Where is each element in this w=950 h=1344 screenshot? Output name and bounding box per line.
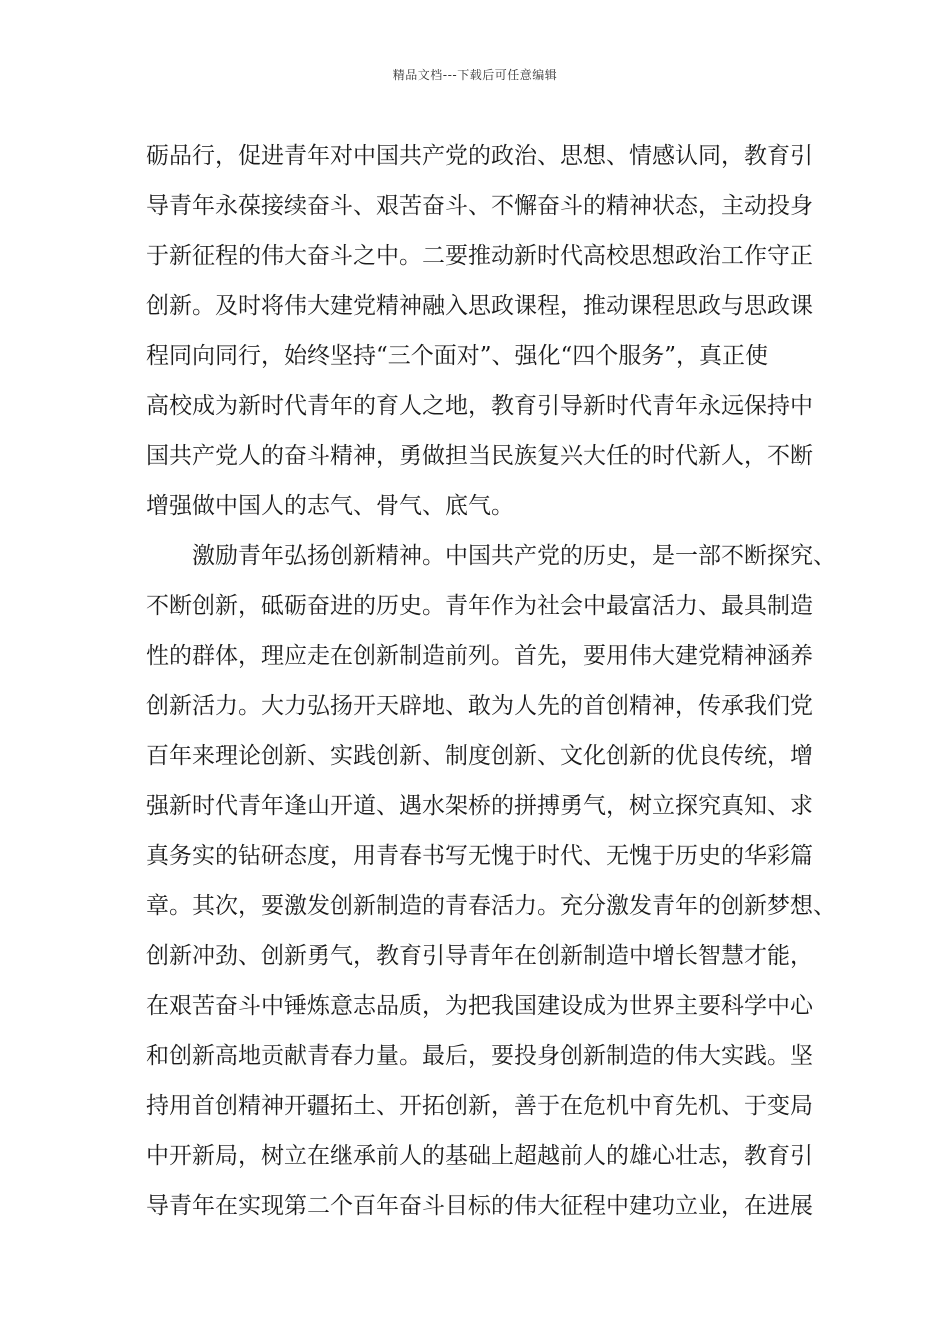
text-line: 和创新高地贡献青春力量。最后，要投身创新制造的伟大实践。坚 xyxy=(146,1043,813,1069)
text-line: 章。其次，要激发创新制造的青春活力。充分激发青年的创新梦想、 xyxy=(146,893,836,919)
paragraph-1 xyxy=(146,131,826,531)
text-line: 强新时代青年逢山开道、遇水架桥的拼搏勇气，树立探究真知、求 xyxy=(146,793,813,819)
page-header: 精品文档---下载后可任意编辑 xyxy=(392,68,558,82)
document-body xyxy=(146,131,836,1231)
text-line: 于新征程的伟大奋斗之中。二要推动新时代高校思想政治工作守正 xyxy=(146,243,813,269)
text-line: 增强做中国人的志气、骨气、底气。 xyxy=(146,493,514,519)
text-line: 高校成为新时代青年的育人之地，教育引导新时代青年永远保持中 xyxy=(146,393,813,419)
text-line: 持用首创精神开疆拓土、开拓创新，善于在危机中育先机、于变局 xyxy=(146,1093,813,1119)
paragraph-2 xyxy=(146,531,836,1231)
text-line: 中开新局，树立在继承前人的基础上超越前人的雄心壮志，教育引 xyxy=(146,1143,813,1169)
text-line: 激励青年弘扬创新精神。中国共产党的历史，是一部不断探究、 xyxy=(192,543,836,569)
text-line: 导青年在实现第二个百年奋斗目标的伟大征程中建功立业，在进展 xyxy=(146,1193,813,1219)
text-line: 创新活力。大力弘扬开天辟地、敢为人先的首创精神，传承我们党 xyxy=(146,693,813,719)
text-line: 创新冲劲、创新勇气，教育引导青年在创新制造中增长智慧才能， xyxy=(146,943,813,969)
text-line: 导青年永葆接续奋斗、艰苦奋斗、不懈奋斗的精神状态，主动投身 xyxy=(146,193,813,219)
text-line: 砺品行，促进青年对中国共产党的政治、思想、情感认同，教育引 xyxy=(146,143,813,169)
text-line: 真务实的钻研态度，用青春书写无愧于时代、无愧于历史的华彩篇 xyxy=(146,843,813,869)
text-line: 程同向同行，始终坚持“三个面对”、强化“四个服务”，真正使 xyxy=(146,343,769,369)
text-line: 不断创新，砥砺奋进的历史。青年作为社会中最富活力、最具制造 xyxy=(146,593,813,619)
text-line: 创新。及时将伟大建党精神融入思政课程，推动课程思政与思政课 xyxy=(146,293,813,319)
text-line: 百年来理论创新、实践创新、制度创新、文化创新的优良传统，增 xyxy=(146,743,813,769)
text-line: 在艰苦奋斗中锤炼意志品质，为把我国建设成为世界主要科学中心 xyxy=(146,993,813,1019)
text-line: 国共产党人的奋斗精神，勇做担当民族复兴大任的时代新人，不断 xyxy=(146,443,813,469)
text-line: 性的群体，理应走在创新制造前列。首先，要用伟大建党精神涵养 xyxy=(146,643,813,669)
